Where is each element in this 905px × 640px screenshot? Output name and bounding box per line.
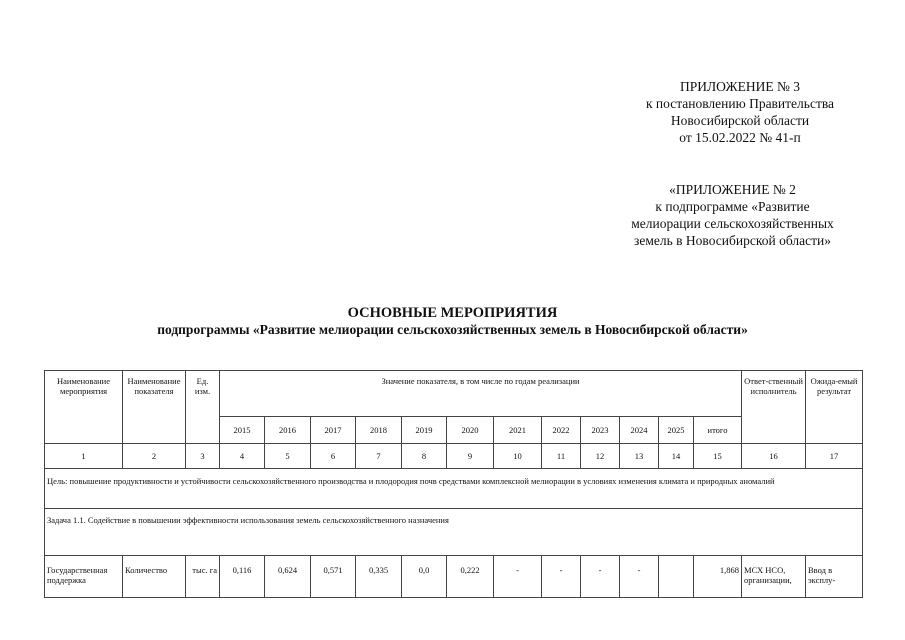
column-number: 15 [694,444,742,469]
row-value: - [620,556,659,598]
document-subtitle: подпрограммы «Развитие мелиорации сельскохозяйственных земель в Новосибирской области» [157,322,748,337]
column-number: 2 [123,444,186,469]
header-year: 2017 [311,417,356,444]
row-unit: тыс. га [186,556,220,598]
column-number: 1 [45,444,123,469]
row-value: - [494,556,542,598]
header-values-by-year: Значение показателя, в том числе по годам реализации [220,371,742,417]
column-number: 17 [806,444,863,469]
measures-table [44,370,863,598]
header-responsible: Ответ-ственный исполнитель [742,371,806,444]
header-year: 2025 [659,417,694,444]
header-year: 2024 [620,417,659,444]
header-indicator-name: Наименование показателя [123,371,186,444]
header-expected-result: Ожида-емый результат [806,371,863,444]
row-value: 0,222 [447,556,494,598]
column-number: 14 [659,444,694,469]
appendix-sub-line-3: мелиорации сельскохозяйственных [631,216,834,231]
header-event-name: Наименование мероприятия [45,371,123,444]
header-unit: Ед. изм. [186,371,220,444]
appendix-sub-line-2: к подпрограмме «Развитие [655,199,810,214]
row-value: 0,0 [402,556,447,598]
column-number: 10 [494,444,542,469]
column-number: 12 [581,444,620,469]
appendix-header-sub [605,181,860,249]
row-value: - [542,556,581,598]
row-responsible: МСХ НСО, организации, [742,556,806,598]
task-row: Задача 1.1. Содействие в повышении эффективности использования земель сельскохозяйственного назначения [45,509,863,556]
row-value: 0,116 [220,556,265,598]
column-number: 4 [220,444,265,469]
header-year: 2023 [581,417,620,444]
column-number: 16 [742,444,806,469]
column-number: 7 [356,444,402,469]
header-year: 2016 [265,417,311,444]
header-year: 2015 [220,417,265,444]
row-value: 0,335 [356,556,402,598]
goal-row: Цель: повышение продуктивности и устойчивости сельскохозяйственного производства и плодородия почв средствами комплексной мелиорации в условиях изменения климата и природных аномалий [45,469,863,509]
appendix-main-line-2: к постановлению Правительства [645,96,835,111]
column-number: 6 [311,444,356,469]
appendix-main-line-4: от 15.02.2022 № 41-п [679,130,801,145]
column-number: 5 [265,444,311,469]
header-year: 2020 [447,417,494,444]
row-value [659,556,694,598]
appendix-main-line-1: ПРИЛОЖЕНИЕ № 3 [679,79,801,94]
row-value: 0,571 [311,556,356,598]
appendix-sub-line-4: земель в Новосибирской области» [634,233,831,248]
header-year: 2021 [494,417,542,444]
row-value: 0,624 [265,556,311,598]
header-year: 2019 [402,417,447,444]
header-year: 2022 [542,417,581,444]
row-indicator-name: Количество [123,556,186,598]
appendix-sub-line-1: «ПРИЛОЖЕНИЕ № 2 [669,182,796,197]
column-number: 3 [186,444,220,469]
row-event-name: Государственная поддержка [45,556,123,598]
appendix-header-main [620,78,860,146]
row-expected-result: Ввод в эксплу- [806,556,863,598]
appendix-main-line-3: Новосибирской области [670,113,810,128]
column-number: 8 [402,444,447,469]
header-year: 2018 [356,417,402,444]
row-value: - [581,556,620,598]
column-number: 13 [620,444,659,469]
column-number: 11 [542,444,581,469]
column-number: 9 [447,444,494,469]
row-total: 1,868 [694,556,742,598]
header-total: итого [694,417,742,444]
document-title: ОСНОВНЫЕ МЕРОПРИЯТИЯ [347,305,558,321]
